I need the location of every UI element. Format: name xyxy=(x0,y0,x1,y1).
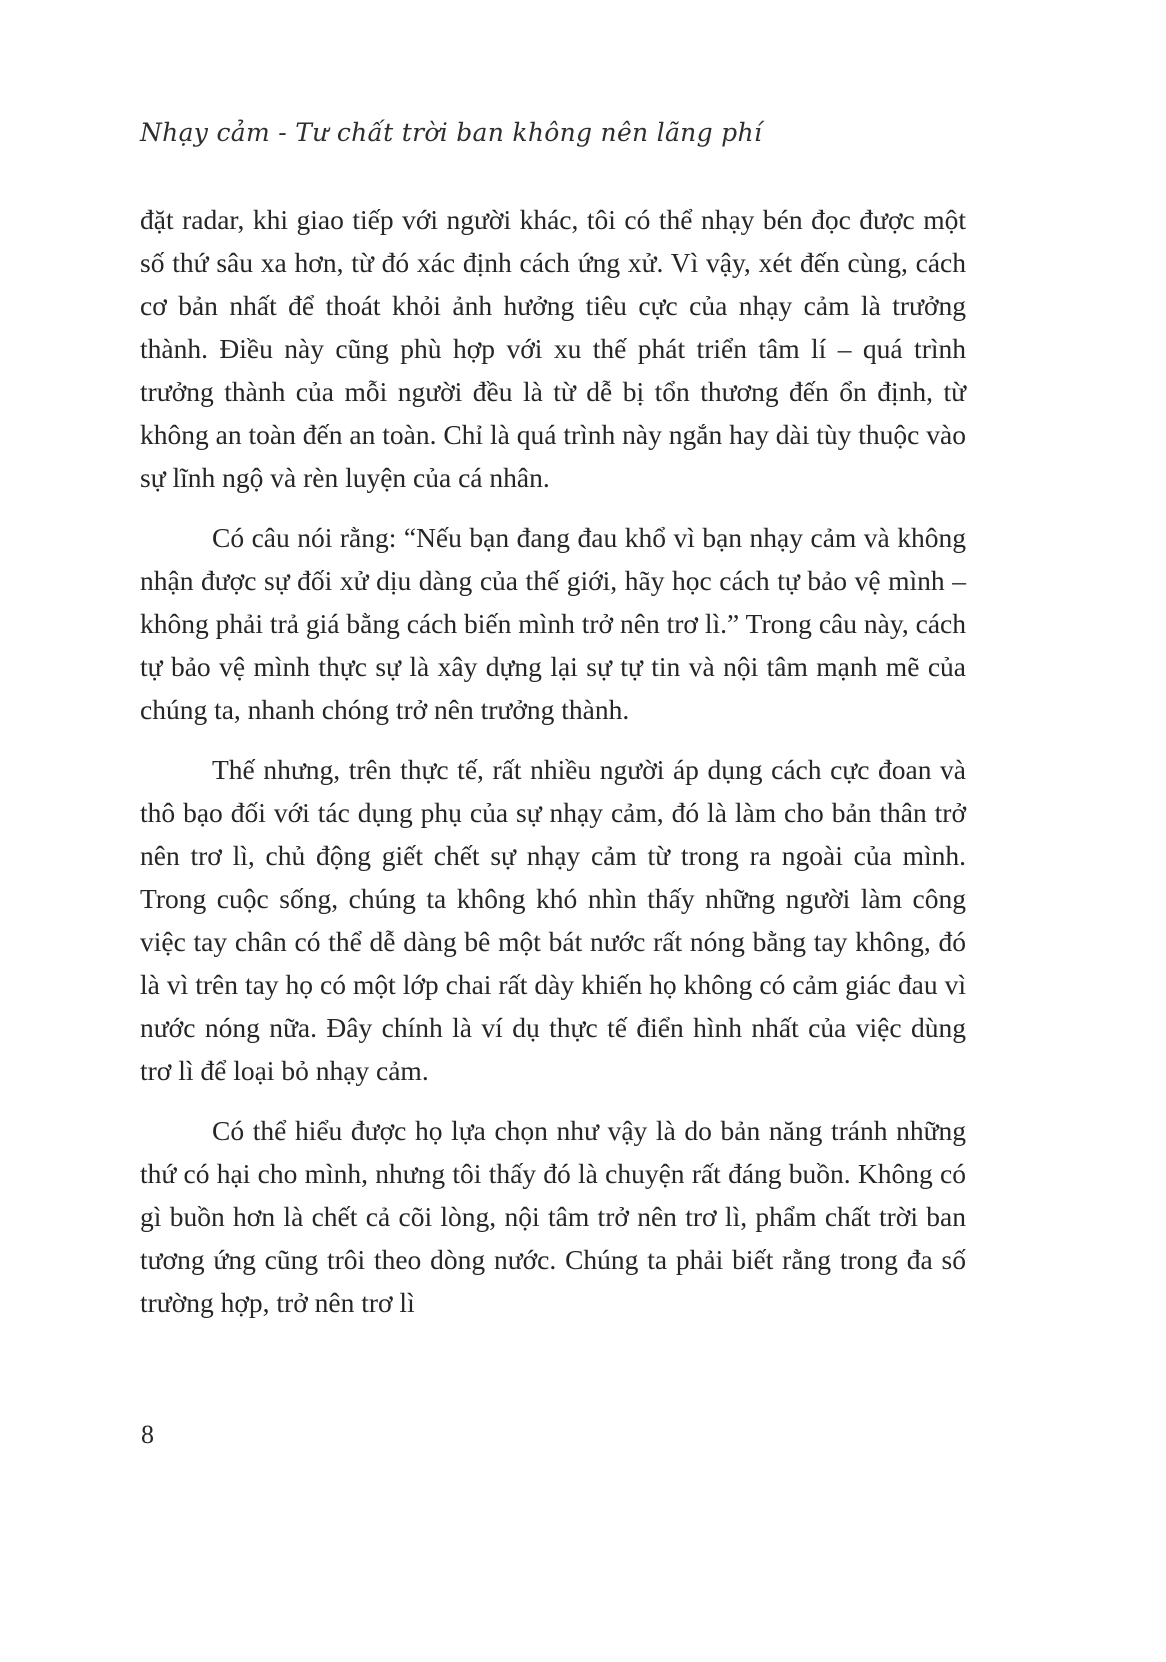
body-text xyxy=(140,198,966,1341)
paragraph: Thế nhưng, trên thực tế, rất nhiều người áp dụng cách cực đoan và thô bạo đối với tác dụng phụ của sự nhạy cảm, đó là làm cho bản thân trở nên trơ lì, chủ động giết chết sự nhạy cảm từ trong ra ngoài của mình. Trong cuộc sống, chúng ta không khó nhìn thấy những người làm công việc tay chân có thể dễ dàng bê một bát nước rất nóng bằng tay không, đó là vì trên tay họ có một lớp chai rất dày khiến họ không có cảm giác đau vì nước nóng nữa. Đây chính là ví dụ thực tế điển hình nhất của việc dùng trơ lì để loại bỏ nhạy cảm. xyxy=(140,754,966,1086)
paragraph: Có câu nói rằng: “Nếu bạn đang đau khổ vì bạn nhạy cảm và không nhận được sự đối xử dịu dàng của thế giới, hãy học cách tự bảo vệ mình – không phải trả giá bằng cách biến mình trở nên trơ lì.” Trong câu này, cách tự bảo vệ mình thực sự là xây dựng lại sự tự tin và nội tâm mạnh mẽ của chúng ta, nhanh chóng trở nên trưởng thành. xyxy=(140,522,966,725)
page-number: 8 xyxy=(141,1420,154,1449)
paragraph: Có thể hiểu được họ lựa chọn như vậy là do bản năng tránh những thứ có hại cho mình, nhưng tôi thấy đó là chuyện rất đáng buồn. Không có gì buồn hơn là chết cả cõi lòng, nội tâm trở nên trơ lì, phẩm chất trời ban tương ứng cũng trôi theo dòng nước. Chúng ta phải biết rằng trong đa số trường hợp, trở nên trơ lì xyxy=(140,1115,966,1318)
paragraph: đặt radar, khi giao tiếp với người khác, tôi có thể nhạy bén đọc được một số thứ sâu xa hơn, từ đó xác định cách ứng xử. Vì vậy, xét đến cùng, cách cơ bản nhất để thoát khỏi ảnh hưởng tiêu cực của nhạy cảm là trưởng thành. Điều này cũng phù hợp với xu thế phát triển tâm lí – quá trình trưởng thành của mỗi người đều là từ dễ bị tổn thương đến ổn định, từ không an toàn đến an toàn. Chỉ là quá trình này ngắn hay dài tùy thuộc vào sự lĩnh ngộ và rèn luyện của cá nhân. xyxy=(140,204,966,493)
running-header: Nhạy cảm - Tư chất trời ban không nên lãng phí xyxy=(140,118,763,147)
